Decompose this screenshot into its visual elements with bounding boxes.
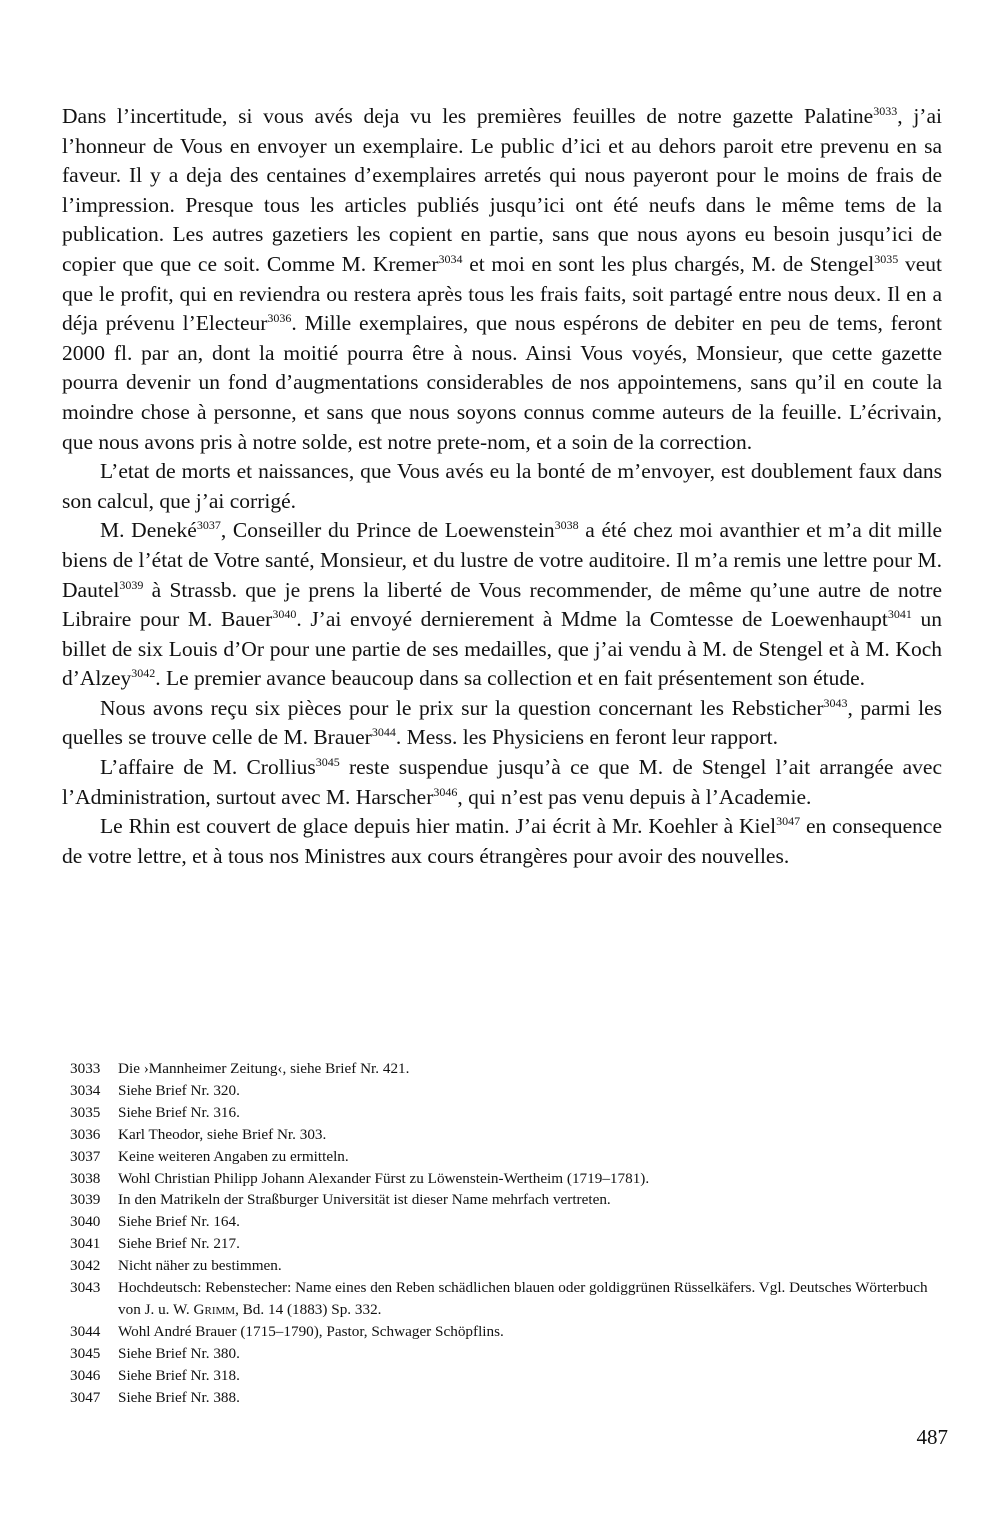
footnote-text: Siehe Brief Nr. 380. [118,1344,240,1362]
footnote-ref[interactable]: 3044 [371,725,396,740]
footnote-number: 3043 [70,1279,101,1297]
footnote-number: 3042 [70,1257,101,1275]
footnote-text: Siehe Brief Nr. 318. [118,1366,240,1384]
footnotes [70,1058,945,1409]
text: . Mille exemplaires, que nous espérons de debiter en peu de tems, feront 2000 fl. par an, dont la moitié pourra être à nous. Ainsi Vous voyés, Monsieur, que cette gazette pourra devenir un fond d’augmentations considerables de nos appointemens, sans qu’il en coute la moindre chose à personne, et sans que nous soyons connus comme auteurs de la feuille. L’écrivain, que nous avons pris à notre solde, est notre prete-nom, et a soin de la correction. [62,311,942,454]
paragraph-1 [62,102,942,457]
footnote-number: 3040 [70,1213,101,1231]
footnote-text: Siehe Brief Nr. 217. [118,1235,240,1253]
footnote-ref[interactable]: 3037 [196,518,221,533]
footnote-number: 3041 [70,1235,101,1253]
footnote-text: Die ›Mannheimer Zeitung‹, siehe Brief Nr. 421. [118,1060,410,1077]
footnote-ref[interactable]: 3038 [554,518,579,533]
footnote-ref[interactable]: 3036 [267,311,292,326]
footnote [70,1321,945,1343]
footnote-ref[interactable]: 3039 [119,577,144,592]
footnote-ref[interactable]: 3034 [438,251,463,266]
text: Dans l’incertitude, si vous avés deja vu les premières feuilles de notre gazette Palatine [62,104,874,128]
text: Le Rhin est couvert de glace depuis hier matin. J’ai écrit à Mr. Koehler à Kiel [100,814,777,839]
text: et moi en sont les plus chargés, M. de Stengel [462,251,875,276]
text: veut que le profit, qui en reviendra ou restera après tous les frais faits, soit partagé entre nous deux. Il en a déja prévenu l’Electeur [62,251,942,336]
text: à Strassb. que je prens la liberté de Vous recommender, de même qu’une autre de notre Libraire pour M. Bauer [62,577,942,632]
text: Nous avons reçu six pièces pour le prix sur la question concernant les Rebsticher [100,695,824,720]
footnote-ref[interactable]: 3041 [887,607,912,622]
footnote [70,1168,945,1190]
footnote-text: Siehe Brief Nr. 316. [118,1103,240,1121]
footnote-ref[interactable]: 3045 [315,755,340,770]
footnote-text: Siehe Brief Nr. 164. [118,1213,240,1231]
footnote-number: 3035 [70,1103,101,1121]
footnote [70,1189,945,1211]
text: . Le premier avance beaucoup dans sa collection et en fait présentement son étude. [155,666,866,691]
text: reste suspendue jusqu’à ce que M. de Stengel l’ait arrangée avec l’Administration, surtout avec M. Harscher [62,755,942,809]
footnote-number: 3039 [70,1191,101,1209]
footnote-number: 3033 [70,1060,101,1077]
paragraph-6 [62,812,942,871]
text: . J’ai envoyé dernierement à Mdme la Comtesse de Loewenhaupt [296,607,888,632]
text: , Conseiller du Prince de Loewenstein [220,518,555,543]
footnote [70,1124,945,1146]
footnote-ref[interactable]: 3047 [776,814,801,829]
text: a été chez moi avanthier et m’a dit mille biens de l’état de Votre santé, Monsieur, et du lustre de votre auditoire. Il m’a remis une lettre pour M. Dautel [62,518,942,602]
footnote [70,1146,945,1168]
paragraph-5 [62,753,942,812]
footnote [70,1365,945,1387]
footnote-number: 3047 [70,1388,101,1406]
footnote-text: Siehe Brief Nr. 320. [118,1081,240,1099]
text: , j’ai l’honneur de Vous en envoyer un exemplaire. Le public d’ici et au dehors paroit etre prevenu en sa faveur. Il y a deja des centaines d’exemplaires arretés qui nous payeront pour le moins de frais de l’impression. Presque tous les articles publiés jusqu’ici ont été neufs dans le même tems de la publication. Les autres gazetiers les copient en partie, sans que nous ayons eu besoin jusqu’ici de copier que que ce soit. Comme M. Kremer [62,104,942,276]
footnote-ref[interactable]: 3033 [873,104,898,118]
text: un billet de six Louis d’Or pour une partie de ses medailles, que j’ai vendu à M. de Stengel et à M. Koch d’Alzey [62,607,942,691]
footnote-text: Siehe Brief Nr. 388. [118,1388,240,1406]
text: . Mess. les Physiciens en feront leur rapport. [395,725,778,750]
text: L’affaire de M. Crollius [100,755,316,780]
author-name: Grimm [193,1300,236,1318]
footnote-number: 3038 [70,1169,101,1187]
page-number: 487 [916,1425,948,1449]
footnote [70,1387,945,1409]
footnote-text: Wohl André Brauer (1715–1790), Pastor, Schwager Schöpflins. [118,1322,504,1340]
footnote [70,1233,945,1255]
footnote-text: Wohl Christian Philipp Johann Alexander Fürst zu Löwenstein-Wertheim (1719–1781). [118,1169,650,1187]
footnote-text-part: , Bd. 14 (1883) Sp. 332. [235,1300,382,1318]
footnote [70,1211,945,1233]
footnote-number: 3046 [70,1366,101,1384]
paragraph-3 [62,516,942,694]
footnote-number: 3037 [70,1147,101,1165]
text: , parmi les quelles se trouve celle de M. Brauer [62,695,942,750]
footnote-ref[interactable]: 3046 [433,784,458,799]
footnote-number: 3044 [70,1322,101,1340]
footnote [70,1343,945,1365]
text: M. Deneké [100,518,197,543]
footnote-text [118,1277,945,1321]
footnote-text: Nicht näher zu bestimmen. [118,1257,282,1275]
text: en consequence de votre lettre, et à tous nos Ministres aux cours étrangères pour avoir des nouvelles. [62,814,943,868]
footnote [70,1080,945,1102]
footnote-ref[interactable]: 3035 [874,251,899,266]
footnote [70,1277,945,1321]
footnote-text: In den Matrikeln der Straßburger Universität ist dieser Name mehrfach vertreten. [118,1191,611,1209]
footnote-text: Keine weiteren Angaben zu ermitteln. [118,1147,349,1165]
footnote-ref[interactable]: 3040 [272,607,297,622]
text: L’etat de morts et naissances, que Vous avés eu la bonté de m’envoyer, est doublement faux dans son calcul, que j’ai corrigé. [62,459,942,513]
footnote-number: 3036 [70,1125,101,1143]
footnote-ref[interactable]: 3043 [823,695,848,710]
paragraph-2 [62,457,942,516]
footnote [70,1102,945,1124]
footnote-number: 3034 [70,1081,101,1099]
footnote-ref[interactable]: 3042 [131,666,156,681]
footnote [70,1058,945,1080]
text: , qui n’est pas venu depuis à l’Academie. [457,784,812,809]
letter-body [62,102,942,871]
footnote [70,1255,945,1277]
footnote-text-part: Hochdeutsch: Rebenstecher: Name eines den Reben schädlichen blauen oder goldiggrünen Rüsselkäfers. Vgl. Deutsches Wörterbuch von J. u. W. [118,1279,928,1318]
paragraph-4 [62,694,942,753]
footnote-text: Karl Theodor, siehe Brief Nr. 303. [118,1125,327,1143]
footnote-number: 3045 [70,1344,101,1362]
